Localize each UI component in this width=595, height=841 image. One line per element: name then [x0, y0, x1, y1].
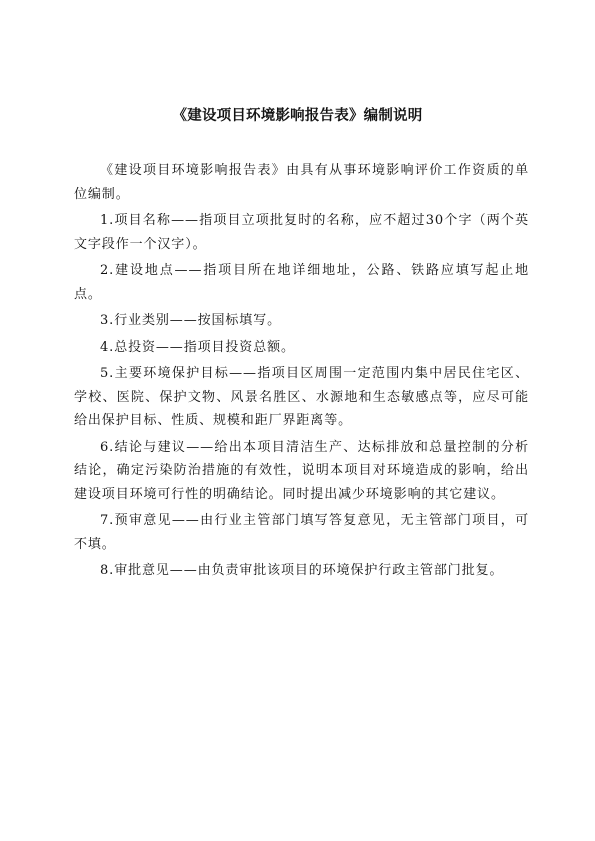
item-approval-opinion: 8.审批意见——由负责审批该项目的环境保护行政主管部门批复。	[100, 563, 504, 578]
item-project-name: 1.项目名称——指项目立项批复时的名称，应不超过30个字（两个英文字段作一个汉字）。	[74, 213, 529, 252]
item-pre-review-opinion: 7.预审意见——由行业主管部门填写答复意见，无主管部门项目，可不填。	[74, 513, 529, 552]
document-body	[74, 159, 529, 586]
item-construction-site: 2.建设地点——指项目所在地详细地址，公路、铁路应填写起止地点。	[74, 263, 529, 302]
item-conclusions: 6.结论与建议——给出本项目清洁生产、达标排放和总量控制的分析结论，确定污染防治措施的有效性，说明本项目对环境造成的影响，给出建设项目环境可行性的明确结论。同时提出减少环境影响的其它建议。	[74, 439, 529, 502]
item-total-investment: 4.总投资——指项目投资总额。	[100, 339, 295, 355]
item-industry-category: 3.行业类别——按国标填写。	[100, 313, 282, 328]
document-title: 《建设项目环境影响报告表》编制说明	[172, 108, 423, 124]
intro-paragraph: 《建设项目环境影响报告表》由具有从事环境影响评价工作资质的单位编制。	[74, 163, 529, 202]
item-protection-targets: 5.主要环境保护目标——指项目区周围一定范围内集中居民住宅区、学校、医院、保护文物、风景名胜区、水源地和生态敏感点等，应尽可能给出保护目标、性质、规模和距厂界距离等。	[74, 366, 529, 428]
